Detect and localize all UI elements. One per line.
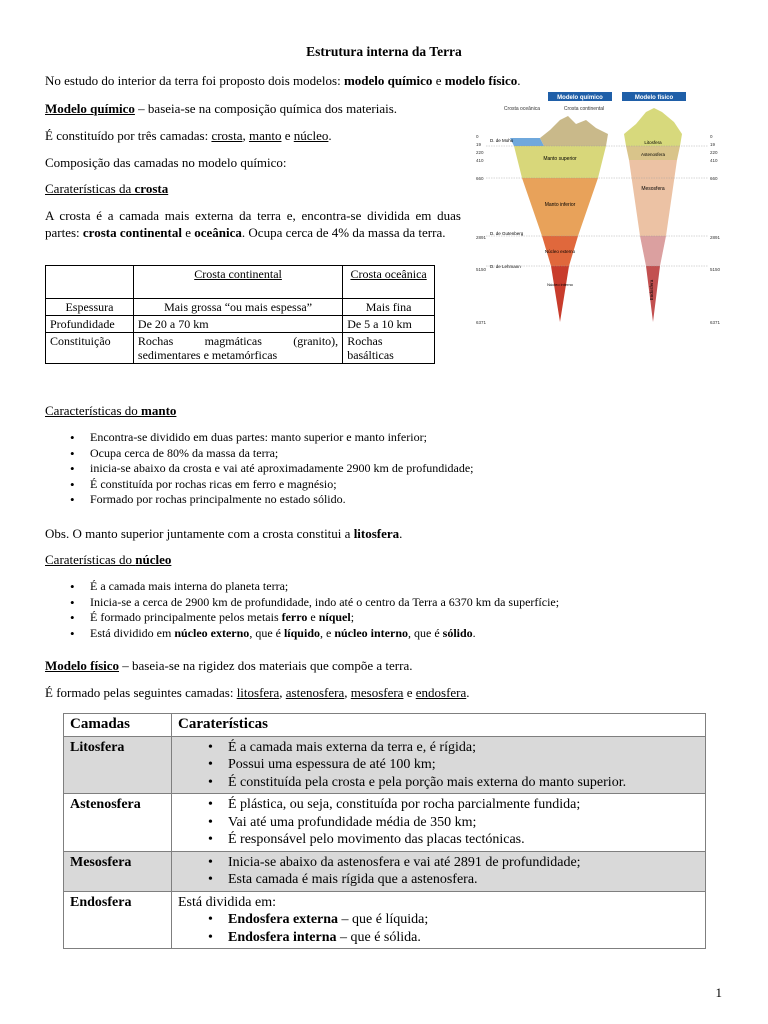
depth-tick: 2891	[710, 235, 721, 240]
depth-tick: 660	[476, 176, 484, 181]
item-text: ;	[350, 610, 355, 624]
intro-modelo-fisico: modelo físico	[444, 73, 518, 88]
item-liquido: líquido	[283, 625, 320, 640]
manto-superior-region	[514, 146, 606, 178]
crosta-oceanica-bold: oceânica	[194, 225, 242, 240]
manto-obs	[45, 525, 402, 542]
list-item: • É constituída por rochas ricas em ferro e magnésio;	[64, 477, 684, 493]
camadas-fisico-paragraph	[45, 684, 470, 701]
cell-continental: Rochas magmáticas (granito), sedimentares e metamórficas	[133, 333, 342, 364]
row-label: Espessura	[46, 299, 134, 316]
tab-quimico-label: Modelo químico	[557, 95, 603, 101]
list-item	[64, 610, 704, 626]
cell-continental: De 20 a 70 km	[133, 316, 342, 333]
cell-oceanica: Mais fina	[343, 299, 435, 316]
modelo-fisico-desc: – baseia-se na rigidez dos materiais que compõe a terra.	[119, 658, 413, 673]
crosta-heading-prefix: Caraterísticas da	[45, 181, 135, 196]
depth-tick: 19	[476, 142, 482, 147]
endosfera-interna-desc: – que é sólida.	[336, 929, 421, 945]
table-row	[46, 316, 435, 333]
item-text: .	[472, 625, 476, 640]
list-item: • É plástica, ou seja, constituída por rocha parcialmente fundida;	[178, 796, 699, 814]
item-text: É formado principalmente pelos metais	[90, 610, 282, 624]
modelo-fisico-paragraph	[45, 657, 412, 674]
manto-list	[64, 430, 684, 508]
sep: e	[281, 128, 294, 143]
list-item: • Formado por rochas principalmente no estado sólido.	[64, 492, 684, 508]
item-niquel: níquel	[318, 610, 351, 624]
label-moho: D. de Moho	[490, 138, 514, 143]
endosfera-externa-desc: – que é líquida;	[338, 912, 429, 927]
item-text: Está dividido em	[90, 625, 175, 640]
list-item: • inicia-se abaixo da crosta e vai até aproximadamente 2900 km de profundidade;	[64, 461, 684, 477]
cell-oceanica: De 5 a 10 km	[343, 316, 435, 333]
sep: ,	[344, 685, 351, 700]
row-list	[178, 796, 699, 849]
camadas-prefix: É constituído por três camadas:	[45, 128, 212, 143]
label-manto-inferior: Manto inferior	[544, 202, 576, 208]
modelo-fisico-heading: Modelo físico	[45, 658, 120, 673]
table-header-continental	[133, 266, 342, 299]
intro-paragraph	[45, 72, 521, 89]
page-number: 1	[715, 985, 722, 1000]
header-caracteristicas: Caraterísticas	[172, 714, 706, 737]
crosta-text-2: e	[181, 225, 195, 240]
period: .	[466, 685, 470, 700]
nucleo-list	[64, 579, 704, 641]
label-nucleo-interno: Núcleo interno	[547, 282, 573, 287]
cell-continental: Mais grossa “ou mais espessa”	[133, 299, 342, 316]
list-item: • É a camada mais interna do planeta terra;	[64, 579, 704, 595]
item-solido: sólido	[442, 625, 473, 640]
list-item: • É a camada mais externa da terra e, é rígida;	[178, 739, 699, 757]
item-nucleo-interno: núcleo interno	[334, 625, 408, 640]
table-row-mesosfera	[64, 851, 706, 891]
label-gutenberg: D. de Gutenberg	[490, 231, 524, 236]
item-text: , e	[320, 625, 335, 640]
label-lehmann: D. de Lehmann	[490, 264, 521, 269]
row-content	[172, 736, 706, 794]
intro-modelo-quimico: modelo químico	[343, 73, 433, 88]
label-crosta-oceanica: Crosta oceânica	[503, 106, 541, 112]
row-name: Litosfera	[64, 736, 172, 794]
table-row-astenosfera	[64, 794, 706, 852]
list-item	[178, 911, 699, 929]
nucleo-heading-bold: núcleo	[135, 552, 172, 567]
intro-text-2: e	[432, 73, 445, 88]
crosta-continental-bold: crosta continental	[82, 225, 182, 240]
endosfera-interna-label: Endosfera interna	[228, 929, 337, 945]
row-name: Endosfera	[64, 891, 172, 949]
nucleo-heading-prefix: Caraterísticas do	[45, 552, 136, 567]
depth-tick: 2891	[476, 235, 487, 240]
table-header-row	[64, 714, 706, 737]
intro-period: .	[517, 73, 521, 88]
row-label: Profundidade	[46, 316, 134, 333]
depth-tick: 660	[710, 176, 718, 181]
list-item: • Encontra-se dividido em duas partes: manto superior e manto inferior;	[64, 430, 684, 446]
depth-tick: 410	[476, 158, 484, 163]
row-name: Astenosfera	[64, 794, 172, 852]
label-mesosfera: Mesosfera	[641, 186, 665, 192]
layer-astenosfera: astenosfera	[285, 685, 345, 700]
list-item: • Inicia-se a cerca de 2900 km de profundidade, indo até o centro da Terra a 6370 km da superfície;	[64, 595, 704, 611]
depth-tick: 410	[710, 158, 718, 163]
depth-tick: 0	[710, 134, 713, 139]
nucleo-heading	[45, 551, 171, 568]
layer-litosfera: litosfera	[236, 685, 280, 700]
camadas-prefix: É formado pelas seguintes camadas:	[45, 685, 237, 700]
depth-tick: 220	[710, 150, 718, 155]
row-list	[178, 854, 699, 889]
crosta-heading-bold: crosta	[134, 181, 169, 196]
depth-tick: 5150	[710, 267, 721, 272]
intro-text: No estudo do interior da terra foi proposto dois modelos:	[45, 73, 344, 88]
earth-models-figure	[470, 90, 730, 330]
manto-heading	[45, 402, 176, 419]
endosfera-externa-region	[640, 236, 666, 266]
item-text: e	[307, 610, 319, 624]
list-item: • É responsável pelo movimento das placas tectónicas.	[178, 831, 699, 849]
sep: ,	[279, 685, 286, 700]
label-nucleo-externo: Núcleo externo	[544, 249, 576, 254]
label-manto-superior: Manto superior	[543, 156, 577, 162]
label-litosfera: Litosfera	[644, 140, 662, 145]
table-header-row	[46, 266, 435, 299]
row-list	[178, 911, 699, 946]
item-nucleo-externo: núcleo externo	[174, 625, 250, 640]
endosfera-externa-label: Endosfera externa	[228, 912, 339, 927]
label-astenosfera: Astenosfera	[640, 152, 666, 157]
row-name: Mesosfera	[64, 851, 172, 891]
table-row-endosfera	[64, 891, 706, 949]
crosta-text-3: . Ocupa cerca de 4% da massa da terra.	[241, 225, 446, 240]
layer-mesosfera: mesosfera	[350, 685, 404, 700]
modelo-quimico-desc: – baseia-se na composição química dos materiais.	[134, 101, 398, 116]
label-crosta-continental: Crosta continental	[563, 106, 605, 112]
item-text: , que é	[249, 625, 284, 640]
crosta-text-1: A crosta é a camada mais externa da terra e, encontra-se dividida em duas partes:	[45, 208, 461, 240]
table-header-empty	[46, 266, 134, 299]
depth-tick: 6371	[476, 320, 487, 325]
layer-crosta: crosta	[211, 128, 243, 143]
depth-tick: 19	[710, 142, 716, 147]
camadas-quimico-paragraph	[45, 127, 332, 144]
continental-crust-region	[540, 116, 608, 146]
list-item	[64, 626, 704, 642]
manto-heading-bold: manto	[141, 403, 177, 418]
item-text: , que é	[408, 625, 443, 640]
crust-comparison-table	[45, 265, 435, 364]
manto-heading-prefix: Características do	[45, 403, 142, 418]
sep: e	[403, 685, 416, 700]
depth-tick: 6371	[710, 320, 721, 325]
page-title: Estrutura interna da Terra	[306, 44, 462, 59]
composicao-paragraph: Composição das camadas no modelo químico:	[45, 155, 287, 170]
table-row-litosfera	[64, 736, 706, 794]
item-ferro: ferro	[281, 610, 308, 624]
row-list	[178, 739, 699, 792]
modelo-quimico-heading: Modelo químico	[45, 101, 135, 116]
list-item: • Esta camada é mais rígida que a astenosfera.	[178, 871, 699, 889]
row-content	[172, 851, 706, 891]
table-row	[46, 333, 435, 364]
modelo-quimico-paragraph	[45, 100, 397, 117]
nucleo-interno-region	[551, 266, 569, 322]
layer-endosfera: endosfera	[415, 685, 467, 700]
header-camadas: Camadas	[64, 714, 172, 737]
list-item: • Possui uma espessura de até 100 km;	[178, 756, 699, 774]
cell-oceanica: Rochas basálticas	[343, 333, 435, 364]
crosta-paragraph	[45, 207, 461, 241]
list-item: • Vai até uma profundidade média de 350 km;	[178, 814, 699, 832]
crosta-heading	[45, 180, 168, 197]
list-item: • Inicia-se abaixo da astenosfera e vai até 2891 de profundidade;	[178, 854, 699, 872]
layer-manto: manto	[248, 128, 282, 143]
tab-fisico-label: Modelo físico	[634, 95, 674, 101]
layer-nucleo: núcleo	[293, 128, 329, 143]
row-content	[172, 794, 706, 852]
obs-litosfera: litosfera	[353, 526, 400, 541]
mesosfera-region	[629, 160, 677, 236]
right-depth-scale	[710, 134, 721, 325]
header-label: Crosta continental	[194, 267, 282, 281]
row-content	[172, 891, 706, 949]
period: .	[328, 128, 332, 143]
sep: ,	[242, 128, 249, 143]
ocean-crust-region	[510, 138, 544, 146]
obs-text: Obs. O manto superior juntamente com a crosta constitui a	[45, 526, 354, 541]
table-header-oceanica	[343, 266, 435, 299]
table-row	[46, 299, 435, 316]
endosfera-intro: Está dividida em:	[178, 894, 276, 910]
header-label: Crosta oceânica	[350, 267, 427, 281]
label-endosfera: Endosfera	[649, 279, 654, 301]
camadas-table	[63, 713, 706, 949]
row-label: Constituição	[46, 333, 134, 364]
list-item	[178, 929, 699, 947]
depth-tick: 5150	[476, 267, 487, 272]
depth-tick: 220	[476, 150, 484, 155]
list-item: • É constituída pela crosta e pela porção mais externa do manto superior.	[178, 774, 699, 792]
depth-tick: 0	[476, 134, 479, 139]
list-item: • Ocupa cerca de 80% da massa da terra;	[64, 446, 684, 462]
left-depth-scale	[476, 134, 487, 325]
obs-period: .	[399, 526, 403, 541]
